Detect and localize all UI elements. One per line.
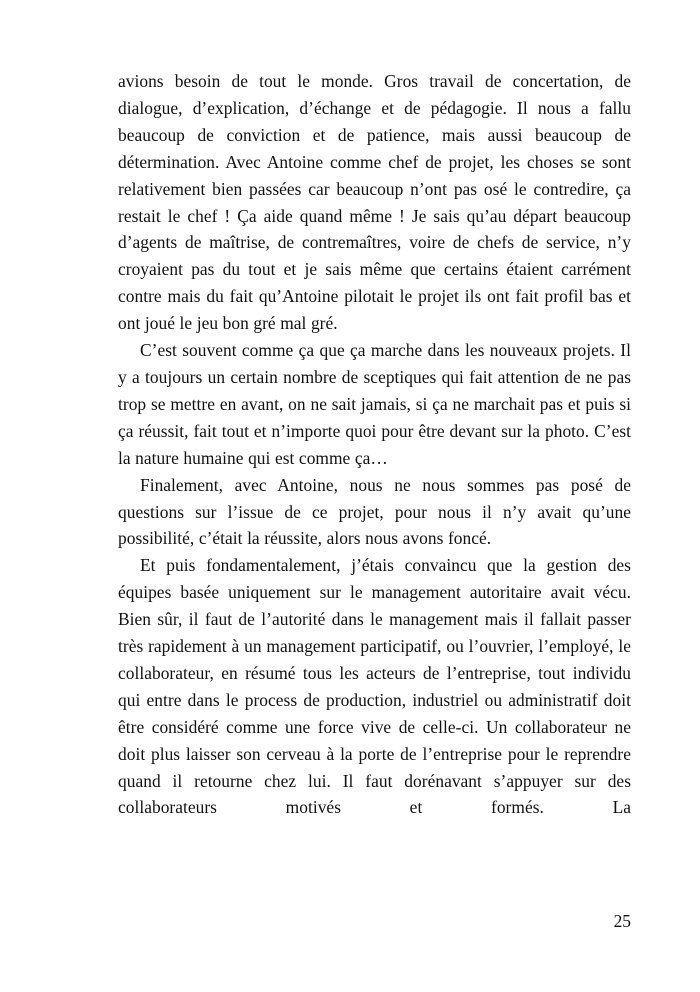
paragraph-runs-over: Et puis fondamentalement, j’étais convaincu que la gestion des équipes basée uniquement sur le management autoritaire avait vécu. Bien sûr, il faut de l’autorité dans le management mais il fallait passer très rapidement à un management participatif, ou l’ouvrier, l’employé, le collaborateur, en résumé tous les acteurs de l’entreprise, tout individu qui entre dans le process de production, industriel ou administratif doit être considéré comme une force vive de celle-ci. Un collaborateur ne doit plus laisser son cerveau à la porte de l’entreprise pour le reprendre quand il retourne chez lui. Il faut dorénavant s’appuyer sur des collaborateurs motivés et formés. La	[118, 555, 631, 818]
body-text-block	[118, 68, 631, 848]
paragraph: C’est souvent comme ça que ça marche dans les nouveaux projets. Il y a toujours un certain nombre de sceptiques qui fait attention de ne pas trop se mettre en avant, on ne sait jamais, si ça ne marchait pas et puis si ça réussit, fait tout et n’importe quoi pour être devant sur la photo. C’est la nature humaine qui est comme ça…	[118, 340, 631, 468]
paragraph-continuation: avions besoin de tout le monde. Gros travail de concertation, de dialogue, d’explication, d’échange et de pédagogie. Il nous a fallu beaucoup de conviction et de patience, mais aussi beaucoup de détermination. Avec Antoine comme chef de projet, les choses se sont relativement bien passées car beaucoup n’ont pas osé le contredire, ça restait le chef ! Ça aide quand même ! Je sais qu’au départ beaucoup d’agents de maîtrise, de contremaîtres, voire de chefs de service, n’y croyaient pas du tout et je sais même que certains étaient carrément contre mais du fait qu’Antoine pilotait le projet ils ont fait profil bas et ont joué le jeu bon gré mal gré.	[118, 71, 631, 334]
page-number: 25	[613, 911, 631, 931]
paragraph: Finalement, avec Antoine, nous ne nous sommes pas posé de questions sur l’issue de ce projet, pour nous il n’y avait qu’une possibilité, c’était la réussite, alors nous avons foncé.	[118, 474, 631, 549]
